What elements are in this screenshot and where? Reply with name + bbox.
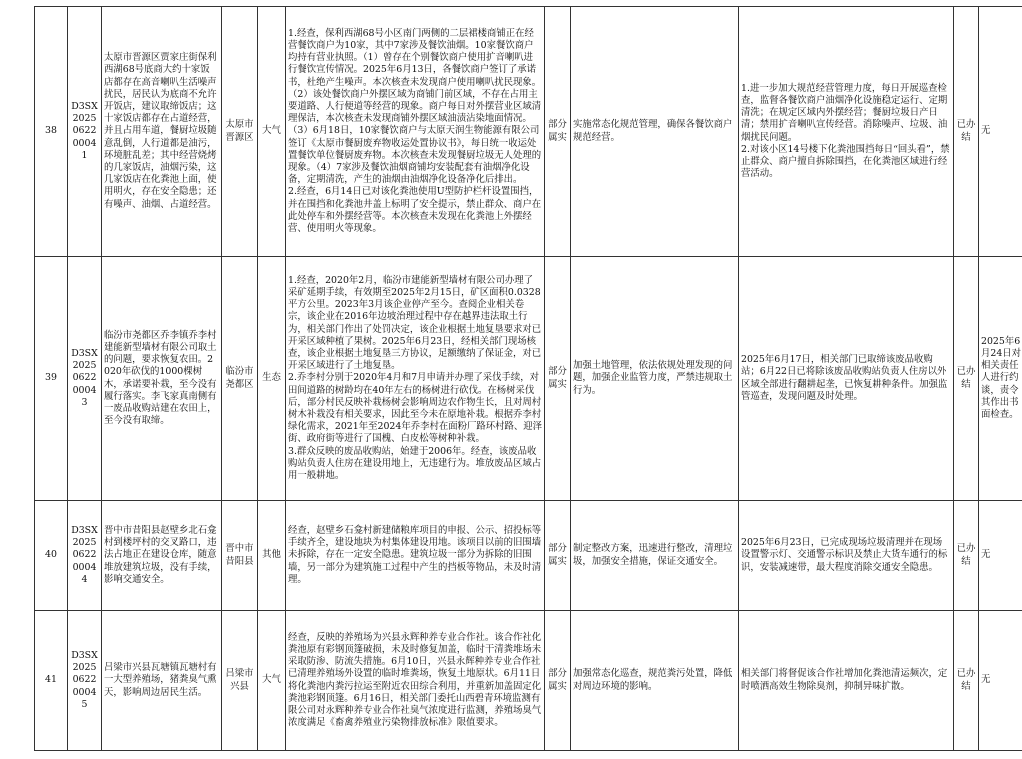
table-row (35, 501, 1022, 611)
seq-cell: 40 (35, 501, 68, 611)
findings-cell: 经查，赵壁乡石龛村新建储粮库项目的申报、公示、招投标等手续齐全，建设地块为村集体建设用地。该项目以前的旧围墙未拆除，存在一定安全隐患。建筑垃圾一部分为拆除的旧围墙，另一部分为建筑施工过程中产生的挡板等物品，未及时清理。 (286, 501, 545, 611)
progress-cell: 1.进一步加大规范经营管理力度，每日开展巡查检查，监督各餐饮商户油烟净化设施稳定运行、定期清洗；在规定区域内外摆经营；餐厨垃圾日产日清；禁用扩音喇叭宣传经营。消除噪声、垃圾、油烟扰民问题。 2.对该小区14号楼下化粪池围挡每日“回头看”，禁止群众、商户擅自拆除围挡，在化粪池区域进行经营活动。 (739, 7, 954, 257)
progress-cell: 相关部门将督促该合作社增加化粪池清运频次，定时喷洒高效生物除臭剂，抑制异味扩散。 (739, 611, 954, 751)
seq-cell: 41 (35, 611, 68, 751)
region-cell: 临汾市尧都区 (222, 257, 258, 501)
table-row (35, 7, 1022, 257)
category-cell: 其他 (258, 501, 286, 611)
code-cell: D3SX2025062200041 (68, 7, 102, 257)
complaint-cell: 太原市晋源区贾家庄街保利西湖68号底商大约十家饭店都存在高音喇叭生活噪声扰民，居民认为底商不允许开饭店，建议取缔饭店；这十家饭店都存在占道经营，并且占用车道，餐厨垃圾随意乱倒，人行道都是油污，环境脏乱差；其中经营烧烤的几家饭店，油烟污染，这几家饭店在化粪池上面，使用明火，存在安全隐患；还有噪声、油烟、占道经营。 (102, 7, 222, 257)
accountability-cell: 无 (979, 501, 1022, 611)
region-cell: 吕梁市兴县 (222, 611, 258, 751)
verdict-cell: 部分属实 (545, 501, 571, 611)
table-row (35, 611, 1022, 751)
region-cell: 晋中市昔阳县 (222, 501, 258, 611)
verdict-cell: 部分属实 (545, 257, 571, 501)
verdict-cell: 部分属实 (545, 611, 571, 751)
findings-cell: 1.经查，2020年2月，临汾市建能新型墙材有限公司办理了采矿延期手续，有效期至2025年2月15日，矿区面积0.0328平方公里。2023年3月该企业停产至今。查阅企业相关卷宗，该企业在2016年边坡治理过程中存在越界违法取土行为，相关部门作出了处罚决定，该企业根据土地复垦要求对已开采区域种植了果树。2025年6月23日，经相关部门现场核查，该企业根据土地复垦三方协议，足额缴纳了保证金，对已开采区域进行了土地复垦。 2.乔李村分别于2020年4月和7月申请并办理了采伐手续，对田间道路的树龄均在40年左右的杨树进行砍伐。在杨树采伐后，部分村民反映补栽杨树会影响周边农作物生长，且对周村树木补栽没有相关要求，因此至今未在原地补栽。根据乔李村绿化需求，2021年至2024年乔李村在面粉厂路环村路、迎泽街、政府街等进行了国槐、白皮松等树种补栽。 3.群众反映的废品收购站，始建于2006年。经查，该废品收购站负责人住房在建设用地上，无违建行为。堆放废品区域占用一般耕地。 (286, 257, 545, 501)
table-row (35, 257, 1022, 501)
region-cell: 太原市晋源区 (222, 7, 258, 257)
complaint-table (34, 6, 1022, 751)
findings-cell: 1.经查，保利西湖68号小区南门两侧的二层裙楼商铺正在经营餐饮商户为10家，其中7家涉及餐饮油烟。10家餐饮商户均持有营业执照。（1）曾存在个别餐饮商户使用扩音喇叭进行餐饮宣传情况。2025年6月13日，各餐饮商户签订了承诺书，杜绝产生噪声。本次核查未发现商户使用喇叭扰民现象。（2）该处餐饮商户外摆区域为商铺门前区域，不存在占用主要道路、人行便道等经营的现象。商户每日对外摆营业区域清理保洁，本次核查未发现商铺外摆区域油渍沾染地面情况。（3）6月18日，10家餐饮商户与太原天润生物能源有限公司签订《太原市餐厨废弃物收运处置协议书》，每日统一收运处置餐饮单位餐厨废弃物。本次核查未发现餐厨垃圾无人处理的现象。（4）7家涉及餐饮油烟商铺均安装配套有油烟净化设备，定期清洗，产生的油烟由油烟净化设备净化后排出。 2.经查，6月14日已对该化粪池使用U型防护栏杆设置围挡，并在围挡和化粪池井盖上标明了安全提示，禁止群众、商户在此处停车和外摆经营等。本次核查未发现在化粪池上外摆经营、使用明火等现象。 (286, 7, 545, 257)
measures-cell: 制定整改方案，迅速进行整改，清理垃圾，加强安全措施，保证交通安全。 (571, 501, 739, 611)
progress-cell: 2025年6月17日，相关部门已取缔该废品收购站；6月22日已将除该废品收购站负责人住房以外区域全部进行翻耕起垄，已恢复耕种条件。加强监管巡查，发现问题及时处理。 (739, 257, 954, 501)
progress-cell: 2025年6月23日，已完成现场垃圾清理并在现场设置警示灯、交通警示标识及禁止大货车通行的标识，安装减速带，最大程度消除交通安全隐患。 (739, 501, 954, 611)
accountability-cell: 无 (979, 7, 1022, 257)
code-cell: D3SX2025062200045 (68, 611, 102, 751)
measures-cell: 加强常态化巡查，规范粪污处置，降低对周边环境的影响。 (571, 611, 739, 751)
code-cell: D3SX2025062200043 (68, 257, 102, 501)
measures-cell: 加强土地管理，依法依规处理发现的问题，加强企业监管力度，严禁违规取土行为。 (571, 257, 739, 501)
findings-cell: 经查，反映的养殖场为兴县永辉种养专业合作社。该合作社化粪池原有彩钢顶篷破损，未及时修复加盖，临时干清粪堆场未采取防渗、防流失措施。6月10日，兴县永辉种养专业合作社已清理养殖场外设置的临时堆粪场，恢复土地原状。6月11日将化粪池内粪污拉运至附近农田综合利用，并重新加盖固定化粪池彩钢顶篷。6月16日，相关部门委托山西碧青环境监测有限公司对永辉种养专业合作社臭气浓度进行监测，养殖场臭气浓度满足《畜禽养殖业污染物排放标准》限值要求。 (286, 611, 545, 751)
category-cell: 大气 (258, 7, 286, 257)
verdict-cell: 部分属实 (545, 7, 571, 257)
complaint-cell: 吕梁市兴县瓦塘镇瓦塘村有一大型养殖场，猪粪臭气熏天，影响周边居民生活。 (102, 611, 222, 751)
accountability-cell: 2025年6月24日对相关责任人进行约谈，责令其作出书面检查。 (979, 257, 1022, 501)
category-cell: 生态 (258, 257, 286, 501)
status-cell: 已办结 (954, 7, 979, 257)
status-cell: 已办结 (954, 611, 979, 751)
seq-cell: 39 (35, 257, 68, 501)
status-cell: 已办结 (954, 501, 979, 611)
measures-cell: 实施常态化规范管理，确保各餐饮商户规范经营。 (571, 7, 739, 257)
category-cell: 大气 (258, 611, 286, 751)
code-cell: D3SX2025062200044 (68, 501, 102, 611)
accountability-cell: 无 (979, 611, 1022, 751)
status-cell: 已办结 (954, 257, 979, 501)
complaint-cell: 临汾市尧都区乔李镇乔李村建能新型墙材有限公司取土的问题，要求恢复农田。2020年砍伐的1000棵树木，承诺要补栽，至今没有履行落实。李飞家真南侧有一废品收购站建在农田上，至今没有取缔。 (102, 257, 222, 501)
complaint-cell: 晋中市昔阳县赵壁乡北石龛村到楼坪村的交叉路口，违法占地正在建设仓库，随意堆放建筑垃圾，没有手续，影响交通安全。 (102, 501, 222, 611)
seq-cell: 38 (35, 7, 68, 257)
